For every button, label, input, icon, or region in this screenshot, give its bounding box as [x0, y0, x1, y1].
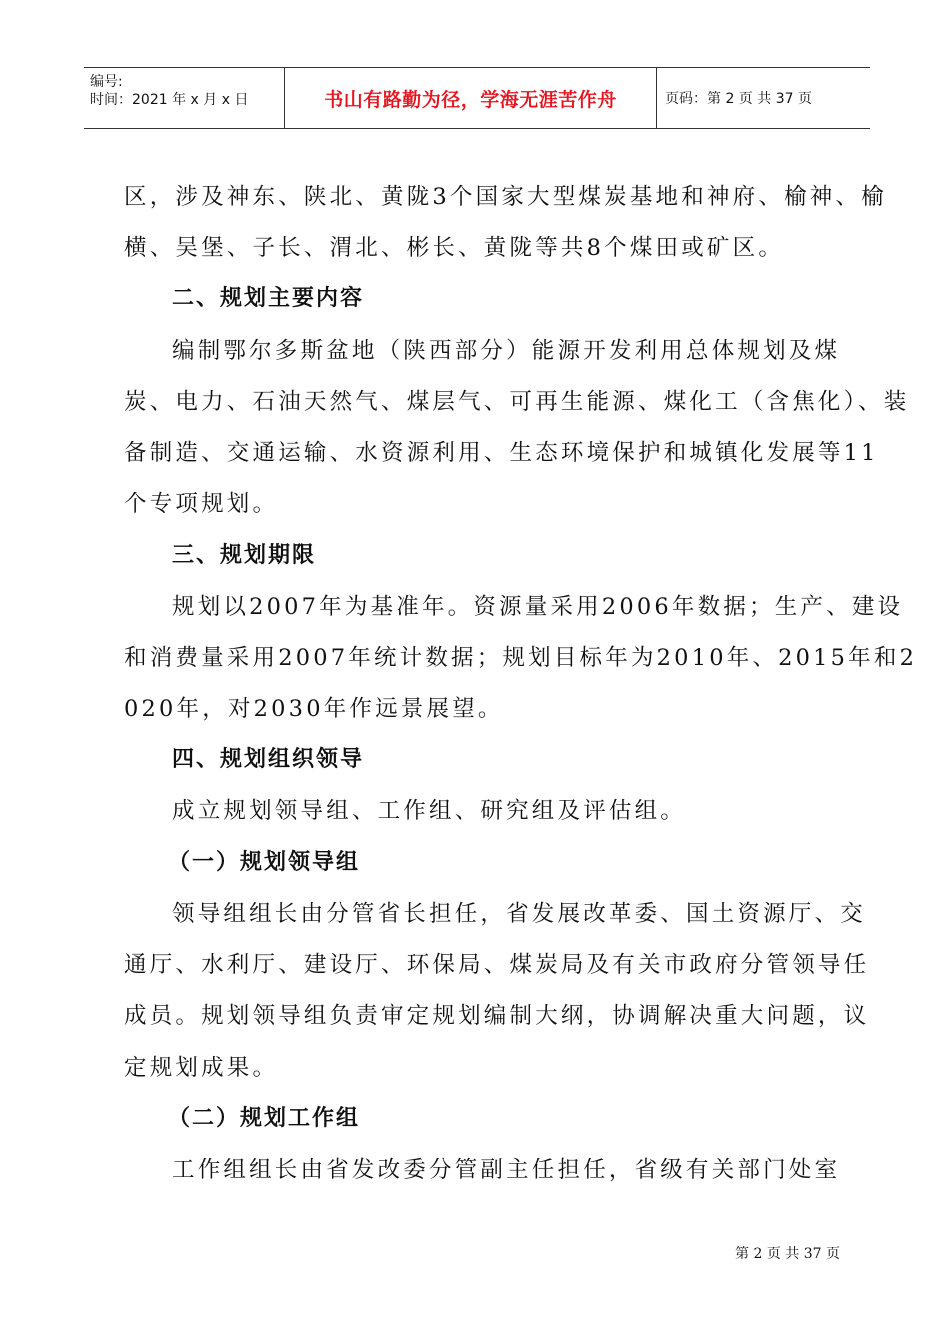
paragraph-line: 规划以2007年为基准年。资源量采用2006年数据；生产、建设 — [172, 594, 904, 620]
subsection-heading: （一）规划领导组 — [168, 850, 361, 875]
section-heading: 三、规划期限 — [172, 543, 317, 568]
document-number-label: 编号: — [90, 74, 123, 90]
motto-text: 书山有路勤为径，学海无涯苦作舟 — [324, 88, 617, 111]
paragraph-line: 成员。规划领导组负责审定规划编制大纲，协调解决重大问题，议 — [124, 1003, 870, 1029]
paragraph-line: 编制鄂尔多斯盆地（陕西部分）能源开发利用总体规划及煤 — [172, 338, 841, 364]
header-meta — [84, 68, 285, 128]
page-footer: 第 2 页 共 37 页 — [735, 1246, 840, 1262]
page-info-text: 页码：第 2 页 共 37 页 — [665, 91, 812, 107]
paragraph-line: 领导组组长由分管省长担任，省发展改革委、国土资源厅、交 — [172, 901, 866, 927]
paragraph-line: 炭、电力、石油天然气、煤层气、可再生能源、煤化工（含焦化）、装 — [124, 389, 910, 415]
header-motto — [285, 68, 657, 128]
section-heading: 二、规划主要内容 — [172, 286, 365, 311]
paragraph-line: 个专项规划。 — [124, 491, 279, 517]
paragraph-line: 通厅、水利厅、建设厅、环保局、煤炭局及有关市政府分管领导任 — [124, 952, 870, 978]
header-page-info — [657, 68, 870, 128]
paragraph-line: 020年，对2030年作远景展望。 — [124, 696, 504, 722]
document-date: 时间：2021 年 x 月 x 日 — [90, 92, 249, 108]
paragraph-line: 横、吴堡、子长、渭北、彬长、黄陇等共8个煤田或矿区。 — [124, 235, 785, 261]
paragraph-line: 备制造、交通运输、水资源利用、生态环境保护和城镇化发展等11 — [124, 440, 879, 466]
subsection-heading: （二）规划工作组 — [168, 1106, 361, 1131]
paragraph-line: 和消费量采用2007年统计数据；规划目标年为2010年、2015年和2 — [124, 645, 918, 671]
paragraph-line: 工作组组长由省发改委分管副主任担任，省级有关部门处室 — [172, 1157, 841, 1183]
document-header — [84, 67, 870, 129]
paragraph-line: 区，涉及神东、陕北、黄陇3个国家大型煤炭基地和神府、榆神、榆 — [124, 184, 887, 210]
section-heading: 四、规划组织领导 — [172, 747, 365, 772]
paragraph-line: 定规划成果。 — [124, 1055, 279, 1081]
paragraph-line: 成立规划领导组、工作组、研究组及评估组。 — [172, 798, 687, 824]
